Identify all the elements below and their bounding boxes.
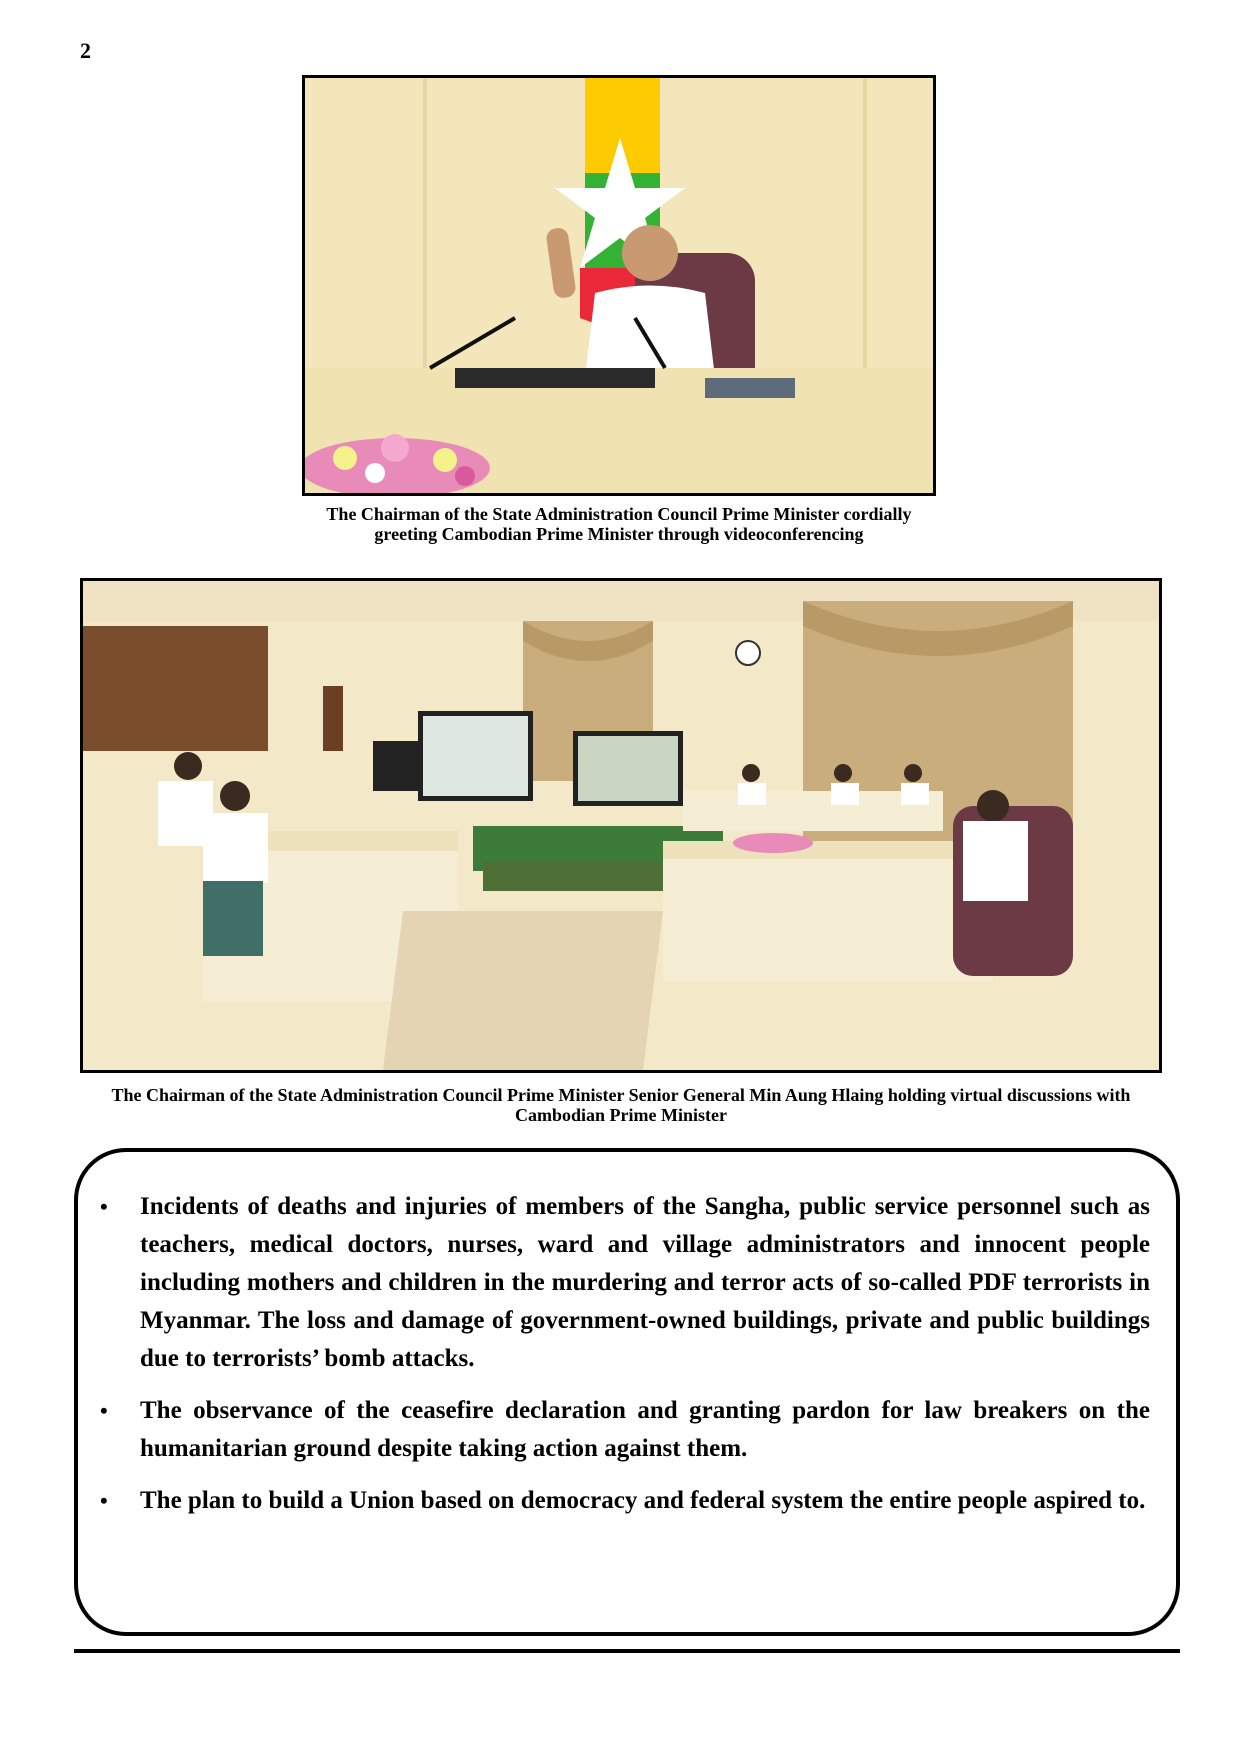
bullet-list: [78, 1152, 1176, 1520]
photo-caption-2: The Chairman of the State Administration Council Prime Minister Senior General Min Aung Hlaing holding virtual discussions with Cambodian Prime Minister: [111, 1085, 1131, 1125]
bullet-item-1: [100, 1188, 1150, 1378]
bullet-text-1: Incidents of deaths and injuries of members of the Sangha, public service personnel such as teachers, medical doctors, nurses, ward and village administrators and innocent people including mothers and children in the murdering and terror acts of so-called PDF terrorists in Myanmar. The loss and damage of government-owned buildings, private and public buildings due to terrorists’ bomb attacks.: [140, 1193, 1150, 1372]
bullet-icon: •: [100, 1398, 108, 1423]
chairman-figure: [953, 790, 1073, 976]
bullet-text-2: The observance of the ceasefire declaration and granting pardon for law breakers on the humanitarian ground despite taking action against them.: [140, 1397, 1150, 1462]
videoconference-photo: [302, 75, 936, 496]
bulleted-info-box: [74, 1148, 1180, 1636]
bottom-divider: [74, 1649, 1180, 1653]
meeting-room-photo-illustration: [83, 581, 1159, 1070]
meeting-room-photo: [80, 578, 1162, 1073]
videoconference-photo-illustration: [305, 78, 933, 493]
page-number: 2: [80, 38, 91, 63]
bullet-icon: •: [100, 1488, 108, 1513]
bullet-text-3: The plan to build a Union based on democracy and federal system the entire people aspired to.: [140, 1487, 1146, 1514]
bullet-item-3: [100, 1482, 1150, 1520]
bullet-item-2: [100, 1392, 1150, 1468]
bullet-icon: •: [100, 1194, 108, 1219]
clock-icon: [736, 641, 760, 665]
photo-caption-1: The Chairman of the State Administration Council Prime Minister cordially greeting Cambodian Prime Minister through videoconferencing: [326, 504, 912, 544]
